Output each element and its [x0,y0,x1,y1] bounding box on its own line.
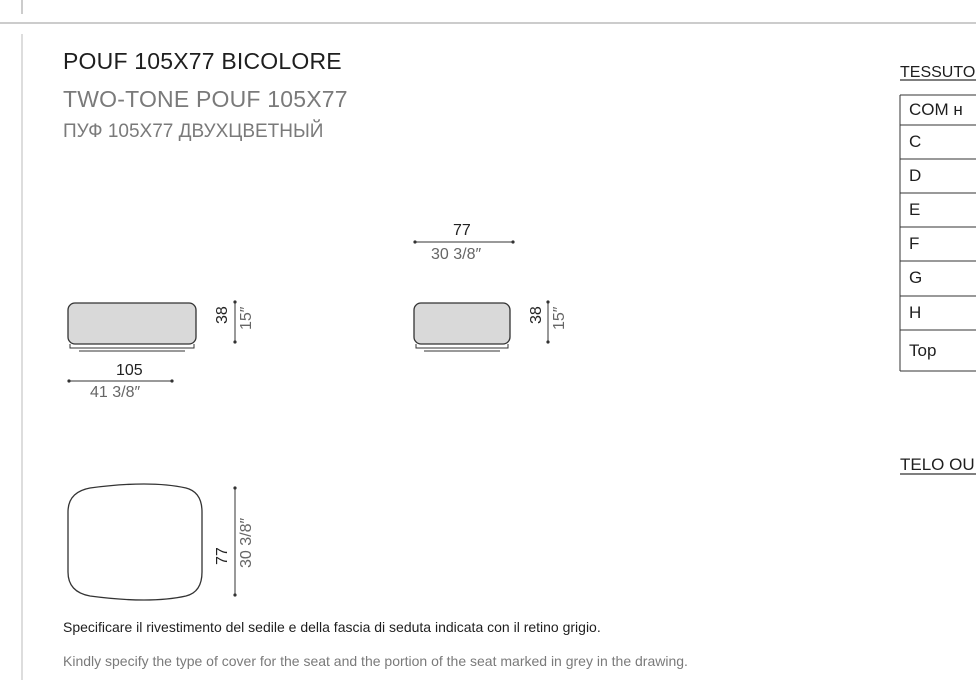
fabric-row-top: Top [909,341,937,360]
fabric-row-c: C [909,132,922,151]
front-view-body [68,303,196,344]
fabric-row-h: H [909,303,922,322]
product-title-it: POUF 105X77 BICOLORE [63,48,342,74]
fabric-row-g: G [909,268,923,287]
product-title-ru: ПУФ 105X77 ДВУХЦВЕТНЫЙ [63,121,324,142]
front-height-in: 15″ [238,306,255,330]
front-height-cm: 38 [214,306,231,324]
side-depth-in: 30 3/8″ [431,246,482,263]
front-width-cm: 105 [116,362,143,379]
product-title-en: TWO-TONE POUF 105X77 [63,86,348,112]
note-italian: Specificare il rivestimento del sedile e della fascia di seduta indicata con il retino grigio. [63,619,601,635]
note-english: Kindly specify the type of cover for the seat and the portion of the seat marked in grey in the drawing. [63,653,688,669]
fabric-table-title: TESSUTO [900,64,976,81]
top-view-outline [68,484,202,600]
fabric-row-com: COM н [909,100,963,119]
telo-heading: TELO OU [900,455,975,474]
fabric-row-d: D [909,166,922,185]
top-depth-cm: 77 [214,547,231,565]
side-view-body [414,303,510,344]
fabric-row-e: E [909,200,921,219]
side-height-cm: 38 [528,306,545,324]
top-view [68,484,237,600]
front-view [67,300,236,382]
front-width-in: 41 3/8″ [90,384,141,401]
side-depth-cm: 77 [453,222,471,239]
fabric-row-f: F [909,234,920,253]
side-height-in: 15″ [551,306,568,330]
top-depth-in: 30 3/8″ [238,517,255,568]
